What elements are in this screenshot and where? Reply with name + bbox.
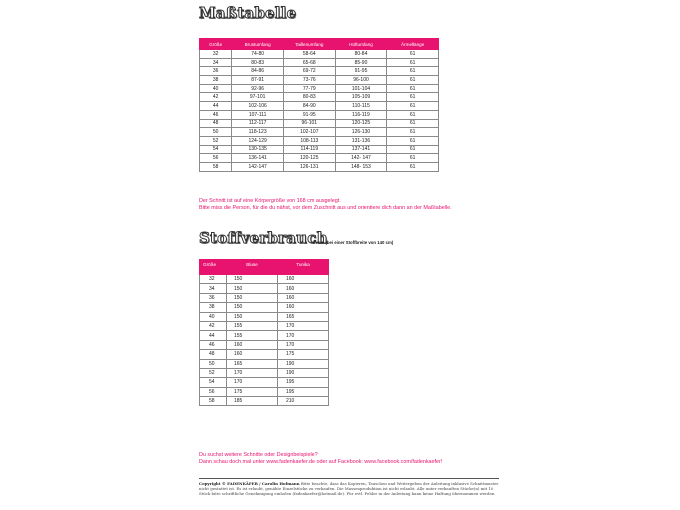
table-cell: 61	[387, 136, 439, 145]
table-cell: 170	[227, 378, 278, 387]
table-cell: 80-84	[335, 50, 387, 59]
table-row	[200, 154, 439, 163]
table-row	[200, 119, 439, 128]
size-note	[199, 198, 452, 213]
table-cell: 34	[200, 58, 232, 67]
table-row	[200, 50, 439, 59]
table-cell: 160	[227, 350, 278, 359]
table-cell: 150	[227, 284, 278, 293]
table-cell: 34	[200, 284, 227, 293]
table-cell: 61	[387, 58, 439, 67]
table-cell: 112-117	[232, 119, 284, 128]
table-row	[200, 312, 329, 321]
table-cell: 210	[278, 397, 329, 406]
table-cell: 120-125	[283, 154, 335, 163]
table-cell: 126-131	[283, 162, 335, 171]
table-cell: 32	[200, 50, 232, 59]
footer-divider	[199, 478, 499, 479]
table-row	[200, 321, 329, 330]
table-cell: 195	[278, 378, 329, 387]
size-note-line: Bitte miss die Person, für die du nähst, vor dem Zuschnitt aus und orientiere dich dann an der Maßtabelle.	[199, 205, 452, 212]
table-cell: 114-119	[283, 145, 335, 154]
table-cell: 84-90	[283, 102, 335, 111]
table-cell: 136-141	[232, 154, 284, 163]
table-cell: 107-111	[232, 110, 284, 119]
table-cell: 175	[278, 350, 329, 359]
column-header: Tunika	[278, 260, 329, 275]
table-cell: 155	[227, 331, 278, 340]
size-note-line: Der Schnitt ist auf eine Körpergröße von 168 cm ausgelegt.	[199, 198, 341, 204]
table-cell: 80-83	[283, 93, 335, 102]
table-cell: 61	[387, 110, 439, 119]
table-cell: 87-91	[232, 76, 284, 85]
table-cell: 102-107	[283, 128, 335, 137]
table-cell: 108-113	[283, 136, 335, 145]
table-row	[200, 76, 439, 85]
table-cell: 46	[200, 340, 227, 349]
column-header: Brustumfang	[232, 39, 284, 50]
fabric-table	[199, 259, 329, 406]
table-cell: 61	[387, 93, 439, 102]
column-header: Hüftumfang	[335, 39, 387, 50]
table-row	[200, 284, 329, 293]
more-info	[199, 452, 442, 467]
table-cell: 84-86	[232, 67, 284, 76]
table-cell: 91-95	[335, 67, 387, 76]
column-header: Bluse	[227, 260, 278, 275]
table-row	[200, 378, 329, 387]
more-info-line: Du suchst weitere Schnitte oder Designbeispiele?	[199, 452, 318, 458]
table-cell: 160	[278, 303, 329, 312]
table-cell: 61	[387, 102, 439, 111]
table-cell: 150	[227, 293, 278, 302]
table-cell: 56	[200, 154, 232, 163]
table-cell: 118-123	[232, 128, 284, 137]
table-cell: 36	[200, 293, 227, 302]
table-cell: 61	[387, 162, 439, 171]
table-cell: 131-136	[335, 136, 387, 145]
table-row	[200, 110, 439, 119]
table-cell: 160	[278, 293, 329, 302]
table-cell: 58	[200, 397, 227, 406]
table-row	[200, 397, 329, 406]
column-header: Taillenumfang	[283, 39, 335, 50]
table-cell: 165	[278, 312, 329, 321]
table-cell: 38	[200, 76, 232, 85]
table-row	[200, 145, 439, 154]
table-cell: 124-129	[232, 136, 284, 145]
size-chart-table	[199, 38, 439, 172]
table-cell: 54	[200, 378, 227, 387]
copyright-text: Bitte beachte, dass das Kopieren, Tauschen und Weitergeben der Anleitung inklusive Schnittmuster nicht gestattet ist. Es ist erlaubt, genähte Einzelstücke zu verkaufen. Die Massenproduktion ist nicht erlaubt. Alle unter verkauften Stücke(n) mit 10 Stück bitte schriftliche Genehmigung einholen (fadenkaefer@hotmail.de). Für evtl. Fehler in der Anleitung kann keine Haftung übernommen werden.	[199, 481, 499, 497]
table-cell: 50	[200, 359, 227, 368]
table-cell: 142- 147	[335, 154, 387, 163]
size-chart-title: Maßtabelle	[199, 4, 297, 22]
table-cell: 52	[200, 368, 227, 377]
table-cell: 54	[200, 145, 232, 154]
table-header-row	[200, 260, 329, 275]
table-cell: 110-115	[335, 102, 387, 111]
table-cell: 142-147	[232, 162, 284, 171]
table-cell: 48	[200, 119, 232, 128]
table-cell: 44	[200, 331, 227, 340]
table-cell: 160	[278, 275, 329, 284]
table-cell: 74-80	[232, 50, 284, 59]
table-row	[200, 162, 439, 171]
table-row	[200, 275, 329, 284]
table-row	[200, 293, 329, 302]
table-cell: 150	[227, 312, 278, 321]
table-cell: 42	[200, 93, 232, 102]
table-cell: 61	[387, 154, 439, 163]
table-cell: 73-76	[283, 76, 335, 85]
table-cell: 40	[200, 312, 227, 321]
table-cell: 69-72	[283, 67, 335, 76]
table-cell: 155	[227, 321, 278, 330]
table-cell: 150	[227, 275, 278, 284]
table-cell: 38	[200, 303, 227, 312]
table-cell: 61	[387, 145, 439, 154]
fabric-title: Stoffverbrauch	[199, 229, 328, 247]
table-cell: 160	[227, 340, 278, 349]
table-cell: 126-130	[335, 128, 387, 137]
table-cell: 80-83	[232, 58, 284, 67]
table-row	[200, 368, 329, 377]
table-cell: 170	[227, 368, 278, 377]
table-cell: 170	[278, 321, 329, 330]
table-cell: 96-101	[283, 119, 335, 128]
table-cell: 165	[227, 359, 278, 368]
table-row	[200, 350, 329, 359]
table-row	[200, 340, 329, 349]
table-cell: 56	[200, 387, 227, 396]
table-cell: 58	[200, 162, 232, 171]
table-row	[200, 359, 329, 368]
table-cell: 58-64	[283, 50, 335, 59]
table-cell: 48	[200, 350, 227, 359]
table-cell: 85-90	[335, 58, 387, 67]
table-cell: 44	[200, 102, 232, 111]
table-cell: 61	[387, 128, 439, 137]
table-cell: 150	[227, 303, 278, 312]
table-cell: 52	[200, 136, 232, 145]
table-cell: 91-95	[283, 110, 335, 119]
more-info-line: Dann schau doch mal unter www.fadenkaefer.de oder auf Facebook: www.facebook.com/fadenkaefer!	[199, 459, 443, 466]
table-cell: 46	[200, 110, 232, 119]
table-cell: 96-100	[335, 76, 387, 85]
table-cell: 50	[200, 128, 232, 137]
column-header: Größe	[200, 39, 232, 50]
table-cell: 160	[278, 284, 329, 293]
table-cell: 61	[387, 84, 439, 93]
column-header: Ärmellänge	[387, 39, 439, 50]
table-row	[200, 387, 329, 396]
copyright-label: Copyright © FADENKÄFER / Carolin Hofmann	[199, 481, 300, 486]
table-cell: 170	[278, 340, 329, 349]
table-cell: 148- 153	[335, 162, 387, 171]
table-cell: 137-141	[335, 145, 387, 154]
table-cell: 195	[278, 387, 329, 396]
table-header-row	[200, 39, 439, 50]
table-row	[200, 93, 439, 102]
table-cell: 185	[227, 397, 278, 406]
copyright-notice	[199, 481, 499, 497]
fabric-body	[200, 275, 329, 406]
size-chart-body	[200, 50, 439, 172]
table-cell: 175	[227, 387, 278, 396]
table-cell: 116-119	[335, 110, 387, 119]
table-row	[200, 303, 329, 312]
table-cell: 105-109	[335, 93, 387, 102]
table-cell: 77-79	[283, 84, 335, 93]
fabric-subtitle: in cm (bei einer Stoffbreite von 140 cm)	[313, 240, 394, 245]
table-row	[200, 67, 439, 76]
table-cell: 42	[200, 321, 227, 330]
table-row	[200, 102, 439, 111]
table-row	[200, 128, 439, 137]
table-cell: 102-106	[232, 102, 284, 111]
table-cell: 190	[278, 359, 329, 368]
table-cell: 92-96	[232, 84, 284, 93]
table-cell: 65-68	[283, 58, 335, 67]
table-cell: 32	[200, 275, 227, 284]
table-cell: 36	[200, 67, 232, 76]
table-row	[200, 58, 439, 67]
table-cell: 61	[387, 67, 439, 76]
table-cell: 190	[278, 368, 329, 377]
table-cell: 61	[387, 50, 439, 59]
table-row	[200, 331, 329, 340]
table-row	[200, 136, 439, 145]
table-cell: 97-101	[232, 93, 284, 102]
table-cell: 61	[387, 76, 439, 85]
table-cell: 130-135	[232, 145, 284, 154]
column-header: Größe	[200, 260, 227, 275]
table-cell: 40	[200, 84, 232, 93]
table-cell: 61	[387, 119, 439, 128]
table-cell: 101-104	[335, 84, 387, 93]
table-cell: 170	[278, 331, 329, 340]
table-row	[200, 84, 439, 93]
table-cell: 120-125	[335, 119, 387, 128]
